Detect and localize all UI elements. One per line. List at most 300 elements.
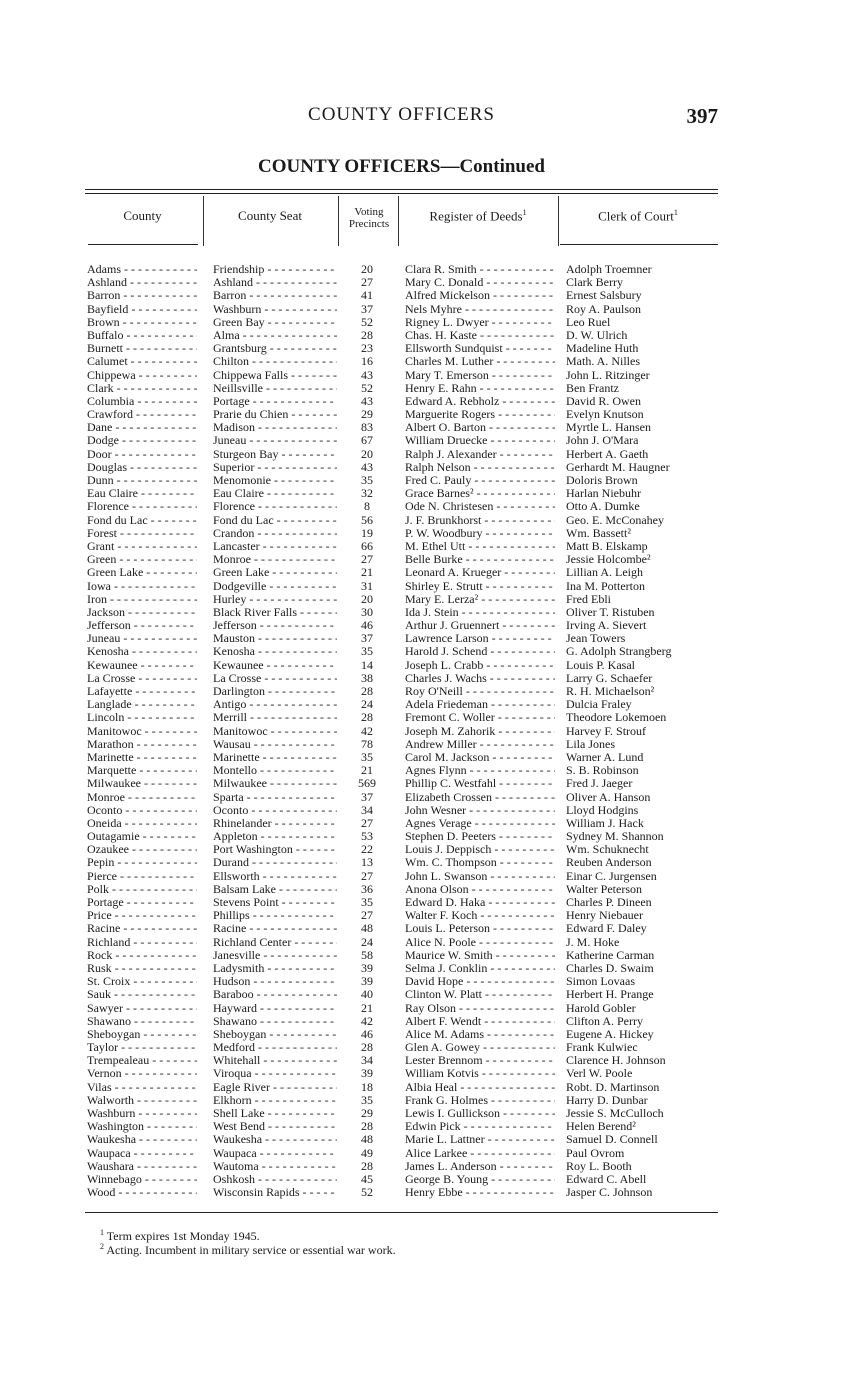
county-cell: Oconto - - - <box>87 804 197 817</box>
voting-precincts-cell: 42 <box>361 724 373 738</box>
clerk-of-court-cell: Harlan Niebuhr <box>566 487 641 501</box>
voting-precincts-cell: 67 <box>361 434 373 448</box>
register-of-deeds-cell: Ida J. Stein - - - <box>405 606 555 619</box>
table-row <box>85 619 718 632</box>
clerk-of-court-cell: Math. A. Nilles <box>566 355 640 369</box>
county-cell: Jefferson - - - <box>87 619 197 632</box>
county-seat-cell: Sparta - - - <box>213 791 337 804</box>
county-cell: Bayfield - - - <box>87 303 197 316</box>
county-cell: Green Lake - - - <box>87 566 197 579</box>
register-of-deeds-cell: Wm. C. Thompson - - - <box>405 856 555 869</box>
register-of-deeds-cell: Walter F. Koch - - - <box>405 909 555 922</box>
table-row <box>85 764 718 777</box>
county-seat-cell: Montello - - - <box>213 764 337 777</box>
table-row <box>85 751 718 764</box>
county-cell: Trempealeau - - - <box>87 1054 197 1067</box>
voting-precincts-cell: 18 <box>361 1080 373 1094</box>
voting-precincts-cell: 35 <box>361 474 373 487</box>
register-of-deeds-cell: Clinton W. Platt - - - <box>405 988 555 1001</box>
header-clerk-label: Clerk of Court <box>598 208 674 224</box>
voting-precincts-cell: 29 <box>361 1107 373 1120</box>
register-of-deeds-cell: Chas. H. Kaste - - - <box>405 329 555 342</box>
county-seat-cell: Waupaca - - - <box>213 1147 337 1160</box>
table-row <box>85 1041 718 1054</box>
county-cell: Eau Claire - - - <box>87 487 197 500</box>
register-of-deeds-cell: Fred C. Pauly - - - <box>405 474 555 487</box>
table-row <box>85 461 718 474</box>
running-head <box>85 104 718 132</box>
county-seat-cell: Alma - - - <box>213 329 337 342</box>
register-of-deeds-cell: Ode N. Christesen - - - <box>405 500 555 513</box>
county-cell: St. Croix - - - <box>87 975 197 988</box>
table-row <box>85 1015 718 1028</box>
voting-precincts-cell: 53 <box>361 830 373 844</box>
register-of-deeds-cell: Fremont C. Woller - - - <box>405 711 555 724</box>
county-seat-cell: Washburn - - - <box>213 303 337 316</box>
voting-precincts-cell: 14 <box>361 658 373 672</box>
table-row <box>85 856 718 869</box>
register-of-deeds-cell: Charles M. Luther - - - <box>405 355 555 368</box>
county-cell: Waushara - - - <box>87 1160 197 1173</box>
register-of-deeds-cell: William Druecke - - - <box>405 434 555 447</box>
table-row <box>85 725 718 738</box>
voting-precincts-cell: 35 <box>361 750 373 764</box>
table-row <box>85 645 718 658</box>
table-row <box>85 632 718 645</box>
county-seat-cell: Jefferson - - - <box>213 619 337 632</box>
voting-precincts-cell: 56 <box>361 513 373 527</box>
footnote-text: Acting. Incumbent in military service or essential war work. <box>106 1243 396 1257</box>
voting-precincts-cell: 35 <box>361 645 373 659</box>
county-cell: Marathon - - - <box>87 738 197 751</box>
county-seat-cell: Whitehall - - - <box>213 1054 337 1067</box>
county-seat-cell: Wausau - - - <box>213 738 337 751</box>
register-of-deeds-cell: Louis J. Deppisch - - - <box>405 843 555 856</box>
county-cell: Walworth - - - <box>87 1094 197 1107</box>
county-cell: Polk - - - <box>87 883 197 896</box>
clerk-of-court-cell: Ernest Salsbury <box>566 289 642 303</box>
county-cell: Monroe - - - <box>87 791 197 804</box>
voting-precincts-cell: 37 <box>361 302 373 316</box>
county-seat-cell: Eau Claire - - - <box>213 487 337 500</box>
register-of-deeds-cell: J. F. Brunkhorst - - - <box>405 514 555 527</box>
clerk-of-court-cell: Warner A. Lund <box>566 750 644 764</box>
county-cell: Rock - - - <box>87 949 197 962</box>
table-row <box>85 1081 718 1094</box>
clerk-of-court-cell: Herbert H. Prange <box>566 988 654 1002</box>
register-of-deeds-cell: Agnes Flynn - - - <box>405 764 555 777</box>
table-row <box>85 817 718 830</box>
register-of-deeds-cell: Lawrence Larson - - - <box>405 632 555 645</box>
header-county: County <box>123 208 162 223</box>
table-row <box>85 369 718 382</box>
clerk-of-court-cell: Verl W. Poole <box>566 1067 633 1081</box>
voting-precincts-cell: 35 <box>361 1093 373 1107</box>
county-seat-cell: Baraboo - - - <box>213 988 337 1001</box>
footnote-mark: 2 <box>100 1242 104 1251</box>
county-cell: Dunn - - - <box>87 474 197 487</box>
county-cell: Dodge - - - <box>87 434 197 447</box>
county-seat-cell: Racine - - - <box>213 922 337 935</box>
table-row <box>85 487 718 500</box>
county-seat-cell: West Bend - - - <box>213 1120 337 1133</box>
table-header <box>85 196 718 246</box>
register-of-deeds-cell: John Wesner - - - <box>405 804 555 817</box>
clerk-of-court-cell: Sydney M. Shannon <box>566 830 664 844</box>
voting-precincts-cell: 78 <box>361 737 373 751</box>
table-row <box>85 276 718 289</box>
register-of-deeds-cell: Elizabeth Crossen - - - <box>405 791 555 804</box>
voting-precincts-cell: 38 <box>361 671 373 685</box>
clerk-of-court-cell: R. H. Michaelson² <box>566 685 655 698</box>
clerk-of-court-cell: Harvey F. Strouf <box>566 724 647 738</box>
voting-precincts-cell: 52 <box>361 315 373 329</box>
table-row <box>85 685 718 698</box>
table-row <box>85 975 718 988</box>
clerk-of-court-cell: Ina M. Potterton <box>566 579 645 593</box>
register-of-deeds-cell: Agnes Verage - - - <box>405 817 555 830</box>
register-of-deeds-cell: M. Ethel Utt - - - <box>405 540 555 553</box>
register-of-deeds-cell: Edwin Pick - - - <box>405 1120 555 1133</box>
register-of-deeds-cell: Lewis I. Gullickson - - - <box>405 1107 555 1120</box>
table-row <box>85 421 718 434</box>
county-cell: Oneida - - - <box>87 817 197 830</box>
register-of-deeds-cell: George B. Young - - - <box>405 1173 555 1186</box>
clerk-of-court-cell: John L. Ritzinger <box>566 368 650 382</box>
table-row <box>85 659 718 672</box>
table-row <box>85 922 718 935</box>
voting-precincts-cell: 46 <box>361 619 373 633</box>
table-row <box>85 1186 718 1199</box>
clerk-of-court-cell: Leo Ruel <box>566 315 611 329</box>
table-row <box>85 1173 718 1186</box>
voting-precincts-cell: 28 <box>361 685 373 698</box>
county-cell: Florence - - - <box>87 500 197 513</box>
clerk-of-court-cell: Jean Towers <box>566 632 626 646</box>
county-seat-cell: Medford - - - <box>213 1041 337 1054</box>
clerk-of-court-cell: Samuel D. Connell <box>566 1133 658 1147</box>
voting-precincts-cell: 31 <box>361 579 373 593</box>
county-cell: Milwaukee - - - <box>87 777 197 790</box>
voting-precincts-cell: 8 <box>364 500 370 514</box>
voting-precincts-cell: 30 <box>361 605 373 619</box>
clerk-of-court-cell: Katherine Carman <box>566 948 655 962</box>
voting-precincts-cell: 28 <box>361 1120 373 1134</box>
county-seat-cell: Monroe - - - <box>213 553 337 566</box>
table-row <box>85 936 718 949</box>
county-cell: Richland - - - <box>87 936 197 949</box>
header-clerk-note: 1 <box>673 208 678 217</box>
table-row <box>85 949 718 962</box>
table-row <box>85 329 718 342</box>
county-seat-cell: Port Washington - - - <box>213 843 337 856</box>
table-row <box>85 777 718 790</box>
register-of-deeds-cell: Anona Olson - - - <box>405 883 555 896</box>
county-seat-cell: Marinette - - - <box>213 751 337 764</box>
county-cell: Pepin - - - <box>87 856 197 869</box>
register-of-deeds-cell: Henry Ebbe - - - <box>405 1186 555 1199</box>
table-row <box>85 962 718 975</box>
county-cell: Iron - - - <box>87 593 197 606</box>
table-row <box>85 553 718 566</box>
county-seat-cell: Elkhorn - - - <box>213 1094 337 1107</box>
county-cell: Ozaukee - - - <box>87 843 197 856</box>
top-rule <box>85 189 718 190</box>
voting-precincts-cell: 58 <box>361 948 373 962</box>
register-of-deeds-cell: Mary T. Emerson - - - <box>405 369 555 382</box>
clerk-of-court-cell: Henry Niebauer <box>566 909 643 923</box>
clerk-of-court-cell: Fred Ebli <box>566 592 611 606</box>
table-row <box>85 804 718 817</box>
voting-precincts-cell: 48 <box>361 1133 373 1147</box>
county-cell: Outagamie - - - <box>87 830 197 843</box>
register-of-deeds-cell: William Kotvis - - - <box>405 1067 555 1080</box>
clerk-of-court-cell: Edward C. Abell <box>566 1172 647 1186</box>
county-seat-cell: Manitowoc - - - <box>213 725 337 738</box>
clerk-of-court-cell: Lloyd Hodgins <box>566 803 639 817</box>
county-cell: Marquette - - - <box>87 764 197 777</box>
clerk-of-court-cell: Wm. Bassett² <box>566 526 631 540</box>
register-of-deeds-cell: Andrew Miller - - - <box>405 738 555 751</box>
clerk-of-court-cell: Lila Jones <box>566 737 615 751</box>
voting-precincts-cell: 83 <box>361 421 373 435</box>
county-cell: Burnett - - - <box>87 342 197 355</box>
column-divider <box>338 196 339 246</box>
table-row <box>85 1094 718 1107</box>
county-seat-cell: Oconto - - - <box>213 804 337 817</box>
voting-precincts-cell: 569 <box>358 777 376 791</box>
voting-precincts-cell: 35 <box>361 896 373 909</box>
county-cell: Racine - - - <box>87 922 197 935</box>
table-row <box>85 408 718 421</box>
county-seat-cell: Neillsville - - - <box>213 382 337 395</box>
table-row <box>85 1120 718 1133</box>
clerk-of-court-cell: Clarence H. Johnson <box>566 1054 666 1068</box>
county-seat-cell: La Crosse - - - <box>213 672 337 685</box>
voting-precincts-cell: 66 <box>361 539 373 553</box>
voting-precincts-cell: 32 <box>361 487 373 501</box>
county-cell: Barron - - - <box>87 289 197 302</box>
register-of-deeds-cell: P. W. Woodbury - - - <box>405 527 555 540</box>
table-row <box>85 1107 718 1120</box>
county-seat-cell: Barron - - - <box>213 289 337 302</box>
county-seat-cell: Shell Lake - - - <box>213 1107 337 1120</box>
clerk-of-court-cell: D. W. Ulrich <box>566 328 628 342</box>
county-seat-cell: Rhinelander - - - <box>213 817 337 830</box>
county-seat-cell: Appleton - - - <box>213 830 337 843</box>
table-row <box>85 1147 718 1160</box>
register-of-deeds-cell: Mary C. Donald - - - <box>405 276 555 289</box>
register-of-deeds-cell: Charles J. Wachs - - - <box>405 672 555 685</box>
clerk-of-court-cell: William J. Hack <box>566 816 644 830</box>
clerk-of-court-cell: Theodore Lokemoen <box>566 711 667 725</box>
table-row <box>85 500 718 513</box>
register-of-deeds-cell: Albia Heal - - - <box>405 1081 555 1094</box>
clerk-of-court-cell: Harold Gobler <box>566 1001 636 1015</box>
clerk-of-court-cell: Simon Lovaas <box>566 975 635 989</box>
county-seat-cell: Kewaunee - - - <box>213 659 337 672</box>
clerk-of-court-cell: Clifton A. Perry <box>566 1014 643 1028</box>
clerk-of-court-cell: Matt B. Elskamp <box>566 539 648 553</box>
voting-precincts-cell: 40 <box>361 988 373 1002</box>
county-cell: Waukesha - - - <box>87 1133 197 1146</box>
county-seat-cell: Madison - - - <box>213 421 337 434</box>
table-row <box>85 355 718 368</box>
county-cell: Lincoln - - - <box>87 711 197 724</box>
voting-precincts-cell: 34 <box>361 803 373 817</box>
voting-precincts-cell: 45 <box>361 1172 373 1186</box>
voting-precincts-cell: 36 <box>361 882 373 896</box>
register-of-deeds-cell: Alfred Mickelson - - - <box>405 289 555 302</box>
county-cell: Kewaunee - - - <box>87 659 197 672</box>
clerk-of-court-cell: Roy A. Paulson <box>566 302 642 316</box>
clerk-of-court-cell: Doloris Brown <box>566 474 638 487</box>
county-seat-cell: Black River Falls - - - <box>213 606 337 619</box>
county-seat-cell: Antigo - - - <box>213 698 337 711</box>
clerk-of-court-cell: Madeline Huth <box>566 342 639 356</box>
county-cell: Sheboygan - - - <box>87 1028 197 1041</box>
register-of-deeds-cell: Harold J. Schend - - - <box>405 645 555 658</box>
register-of-deeds-cell: Ralph J. Alexander - - - <box>405 448 555 461</box>
table-row <box>85 1160 718 1173</box>
county-seat-cell: Florence - - - <box>213 500 337 513</box>
county-seat-cell: Milwaukee - - - <box>213 777 337 790</box>
county-seat-cell: Hurley - - - <box>213 593 337 606</box>
register-of-deeds-cell: Shirley E. Strutt - - - <box>405 580 555 593</box>
county-seat-cell: Hudson - - - <box>213 975 337 988</box>
register-of-deeds-cell: Albert F. Wendt - - - <box>405 1015 555 1028</box>
county-cell: Crawford - - - <box>87 408 197 421</box>
county-seat-cell: Wautoma - - - <box>213 1160 337 1173</box>
county-cell: Vilas - - - <box>87 1081 197 1094</box>
voting-precincts-cell: 27 <box>361 276 373 290</box>
county-seat-cell: Eagle River - - - <box>213 1081 337 1094</box>
table-row <box>85 830 718 843</box>
clerk-of-court-cell: Jessie S. McCulloch <box>566 1107 664 1120</box>
register-of-deeds-cell: Alice Larkee - - - <box>405 1147 555 1160</box>
header-register-note: 1 <box>522 208 527 217</box>
voting-precincts-cell: 52 <box>361 1186 373 1200</box>
county-seat-cell: Friendship - - - <box>213 263 337 276</box>
register-of-deeds-cell: Roy O'Neill - - - <box>405 685 555 698</box>
county-seat-cell: Chippewa Falls - - - <box>213 369 337 382</box>
county-cell: Sawyer - - - <box>87 1002 197 1015</box>
voting-precincts-cell: 27 <box>361 869 373 883</box>
voting-precincts-cell: 39 <box>361 975 373 989</box>
header-county-seat: County Seat <box>238 208 302 223</box>
county-officers-table <box>85 263 718 1199</box>
county-cell: Washburn - - - <box>87 1107 197 1120</box>
county-seat-cell: Crandon - - - <box>213 527 337 540</box>
clerk-of-court-cell: John J. O'Mara <box>566 434 639 448</box>
county-cell: Grant - - - <box>87 540 197 553</box>
table-row <box>85 382 718 395</box>
county-seat-cell: Phillips - - - <box>213 909 337 922</box>
county-cell: Winnebago - - - <box>87 1173 197 1186</box>
county-cell: Price - - - <box>87 909 197 922</box>
table-row <box>85 474 718 487</box>
county-cell: Calumet - - - <box>87 355 197 368</box>
clerk-of-court-cell: Edward F. Daley <box>566 922 647 936</box>
county-seat-cell: Grantsburg - - - <box>213 342 337 355</box>
county-cell: Waupaca - - - <box>87 1147 197 1160</box>
table-row <box>85 1133 718 1146</box>
clerk-of-court-cell: Charles P. Dineen <box>566 896 652 909</box>
table-row <box>85 448 718 461</box>
clerk-of-court-cell: Myrtle L. Hansen <box>566 421 651 435</box>
section-title: COUNTY OFFICERS—Continued <box>258 156 545 177</box>
table-row <box>85 1067 718 1080</box>
voting-precincts-cell: 39 <box>361 961 373 975</box>
voting-precincts-cell: 29 <box>361 408 373 422</box>
county-cell: Shawano - - - <box>87 1015 197 1028</box>
county-cell: Juneau - - - <box>87 632 197 645</box>
voting-precincts-cell: 16 <box>361 355 373 369</box>
table-row <box>85 698 718 711</box>
clerk-of-court-cell: Gerhardt M. Haugner <box>566 460 670 474</box>
clerk-of-court-cell: Clark Berry <box>566 276 623 290</box>
register-of-deeds-cell: Carol M. Jackson - - - <box>405 751 555 764</box>
clerk-of-court-cell: Geo. E. McConahey <box>566 513 664 527</box>
clerk-of-court-cell: Roy L. Booth <box>566 1159 632 1173</box>
county-cell: Lafayette - - - <box>87 685 197 698</box>
voting-precincts-cell: 49 <box>361 1146 373 1160</box>
table-row <box>85 988 718 1001</box>
header-voting-precincts: Voting Precincts <box>348 206 390 230</box>
register-of-deeds-cell: Belle Burke - - - <box>405 553 555 566</box>
clerk-of-court-cell: Dulcia Fraley <box>566 698 632 712</box>
register-of-deeds-cell: Joseph L. Crabb - - - <box>405 659 555 672</box>
table-row <box>85 263 718 276</box>
clerk-of-court-cell: Louis P. Kasal <box>566 658 635 672</box>
register-of-deeds-cell: Arthur J. Gruennert - - - <box>405 619 555 632</box>
county-cell: Green - - - <box>87 553 197 566</box>
clerk-of-court-cell: J. M. Hoke <box>566 935 620 949</box>
clerk-of-court-cell: Herbert A. Gaeth <box>566 447 649 461</box>
county-cell: Washington - - - <box>87 1120 197 1133</box>
county-cell: Fond du Lac - - - <box>87 514 197 527</box>
county-seat-cell: Prarie du Chien - - - <box>213 408 337 421</box>
page-number: 397 <box>686 104 718 128</box>
register-of-deeds-cell: Ellsworth Sundquist - - - <box>405 342 555 355</box>
clerk-of-court-cell: Helen Berend² <box>566 1120 636 1134</box>
clerk-of-court-cell: Robt. D. Martinson <box>566 1080 660 1094</box>
table-row <box>85 738 718 751</box>
county-seat-cell: Ladysmith - - - <box>213 962 337 975</box>
county-seat-cell: Dodgeville - - - <box>213 580 337 593</box>
county-seat-cell: Portage - - - <box>213 395 337 408</box>
clerk-of-court-cell: Jasper C. Johnson <box>566 1186 653 1200</box>
clerk-of-court-cell: Jessie Holcombe² <box>566 553 651 567</box>
county-seat-cell: Green Bay - - - <box>213 316 337 329</box>
voting-precincts-cell: 13 <box>361 856 373 870</box>
clerk-of-court-cell: Walter Peterson <box>566 882 643 896</box>
county-seat-cell: Stevens Point - - - <box>213 896 337 909</box>
voting-precincts-cell: 21 <box>361 566 373 580</box>
table-row <box>85 303 718 316</box>
header-underline <box>560 244 718 245</box>
county-seat-cell: Mauston - - - <box>213 632 337 645</box>
register-of-deeds-cell: Mary E. Lerza² - - - <box>405 593 555 606</box>
county-cell: Rusk - - - <box>87 962 197 975</box>
county-cell: Brown - - - <box>87 316 197 329</box>
register-of-deeds-cell: Albert O. Barton - - - <box>405 421 555 434</box>
voting-precincts-cell: 34 <box>361 1054 373 1068</box>
clerk-of-court-cell: Charles D. Swaim <box>566 961 654 975</box>
register-of-deeds-cell: Henry E. Rahn - - - <box>405 382 555 395</box>
table-row <box>85 316 718 329</box>
county-cell: Ashland - - - <box>87 276 197 289</box>
